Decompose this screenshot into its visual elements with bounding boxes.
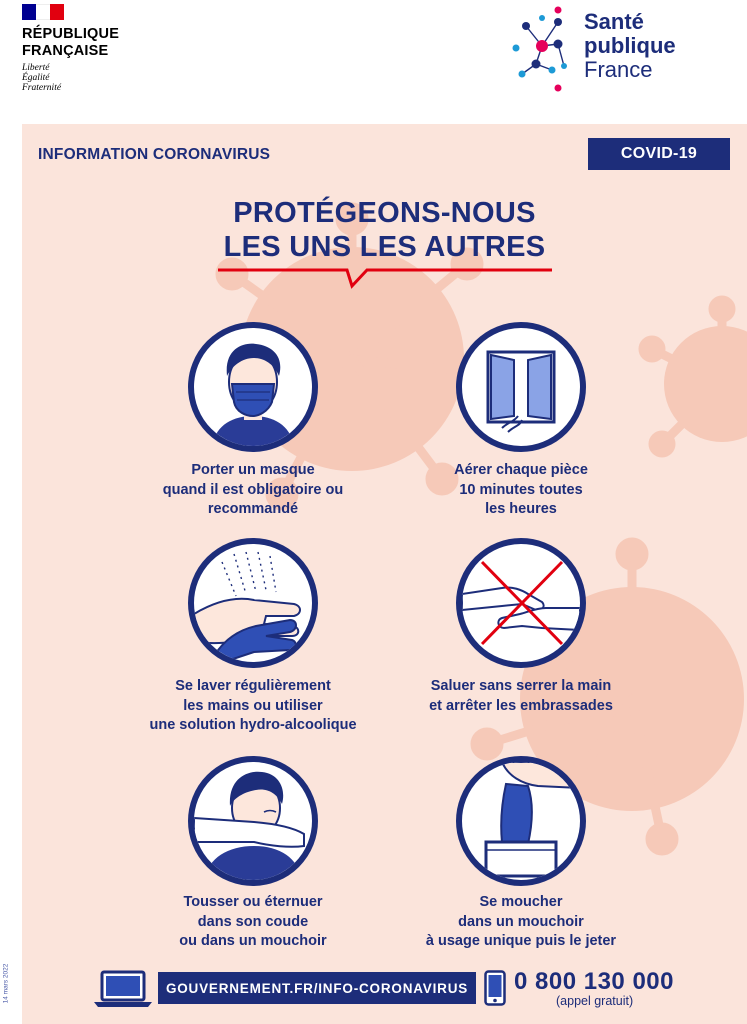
gesture-tissue-caption — [381, 893, 661, 952]
republique-line-2: FRANÇAISE — [22, 43, 109, 59]
republique-francaise-logo — [22, 4, 162, 93]
cough-elbow-icon — [194, 762, 312, 880]
gesture-mask-caption — [113, 461, 393, 520]
motto-egalite: Égalité — [22, 73, 50, 83]
gesture-no-handshake-caption — [381, 677, 661, 716]
caption-line: Saluer sans serrer la main — [430, 678, 612, 694]
headline-line-1: PROTÉGEONS-NOUS — [233, 197, 536, 229]
spf-dots-icon — [512, 4, 572, 94]
info-url-link[interactable]: GOUVERNEMENT.FR/INFO-CORONAVIRUS — [158, 972, 476, 1004]
spf-wordmark — [584, 10, 676, 82]
phone-note: (appel gratuit) — [556, 994, 634, 1008]
caption-line: et arrêter les embrassades — [429, 697, 613, 714]
caption-line: dans un mouchoir — [458, 913, 584, 930]
info-coronavirus-label: INFORMATION CORONAVIRUS — [38, 146, 271, 163]
marianne-flag-icon — [22, 4, 64, 20]
headline-line-2: LES UNS LES AUTRES — [223, 231, 546, 263]
caption-line: une solution hydro-alcoolique — [149, 717, 357, 733]
republique-name — [22, 26, 162, 60]
caption-line: quand il est obligatoire ou — [162, 481, 344, 498]
handwash-icon — [194, 544, 312, 662]
sante-publique-france-logo — [512, 4, 702, 94]
caption-line: 10 minutes toutes — [459, 481, 583, 498]
caption-line: Se moucher — [479, 894, 563, 910]
caption-line: Aérer chaque pièce — [454, 462, 588, 478]
gesture-cough-circle — [188, 756, 318, 886]
phone-number[interactable]: 0 800 130 000 — [514, 968, 674, 995]
republique-line-1: RÉPUBLIQUE — [22, 26, 120, 42]
caption-line: Se laver régulièrement — [175, 678, 331, 694]
spf-line-3: France — [584, 57, 653, 82]
gesture-cough-caption — [113, 893, 393, 952]
caption-line: ou dans un mouchoir — [179, 933, 327, 949]
caption-line: à usage unique puis le jeter — [425, 933, 617, 949]
gesture-handwash-circle — [188, 538, 318, 668]
motto-liberte: Liberté — [22, 63, 50, 73]
gesture-tissue-circle — [456, 756, 586, 886]
no-handshake-icon — [462, 544, 580, 662]
caption-line: recommandé — [207, 501, 299, 517]
mask-icon — [194, 328, 312, 446]
gesture-handwash-caption — [113, 677, 393, 736]
window-icon — [462, 328, 580, 446]
spf-line-2: publique — [584, 33, 676, 58]
poster-panel — [22, 124, 747, 1024]
gesture-window-caption — [381, 461, 661, 520]
caption-line: les mains ou utiliser — [183, 697, 323, 714]
caption-line: Porter un masque — [191, 462, 315, 478]
phone-icon — [484, 970, 506, 1006]
caption-line: dans son coude — [197, 913, 309, 930]
covid-19-badge: COVID-19 — [588, 138, 730, 170]
footer-bar — [22, 964, 747, 1024]
spf-line-1: Santé — [584, 9, 644, 34]
gesture-no-handshake-circle — [456, 538, 586, 668]
tissue-icon — [462, 762, 580, 880]
laptop-icon — [94, 970, 152, 1008]
motto-fraternite: Fraternité — [22, 83, 62, 93]
caption-line: les heures — [485, 501, 557, 517]
gesture-mask-circle — [188, 322, 318, 452]
print-date: 14 mars 2022 — [2, 963, 10, 1004]
speech-underline-icon — [22, 124, 747, 299]
gesture-window-circle — [456, 322, 586, 452]
caption-line: Tousser ou éternuer — [183, 894, 323, 910]
republic-motto — [22, 63, 162, 93]
